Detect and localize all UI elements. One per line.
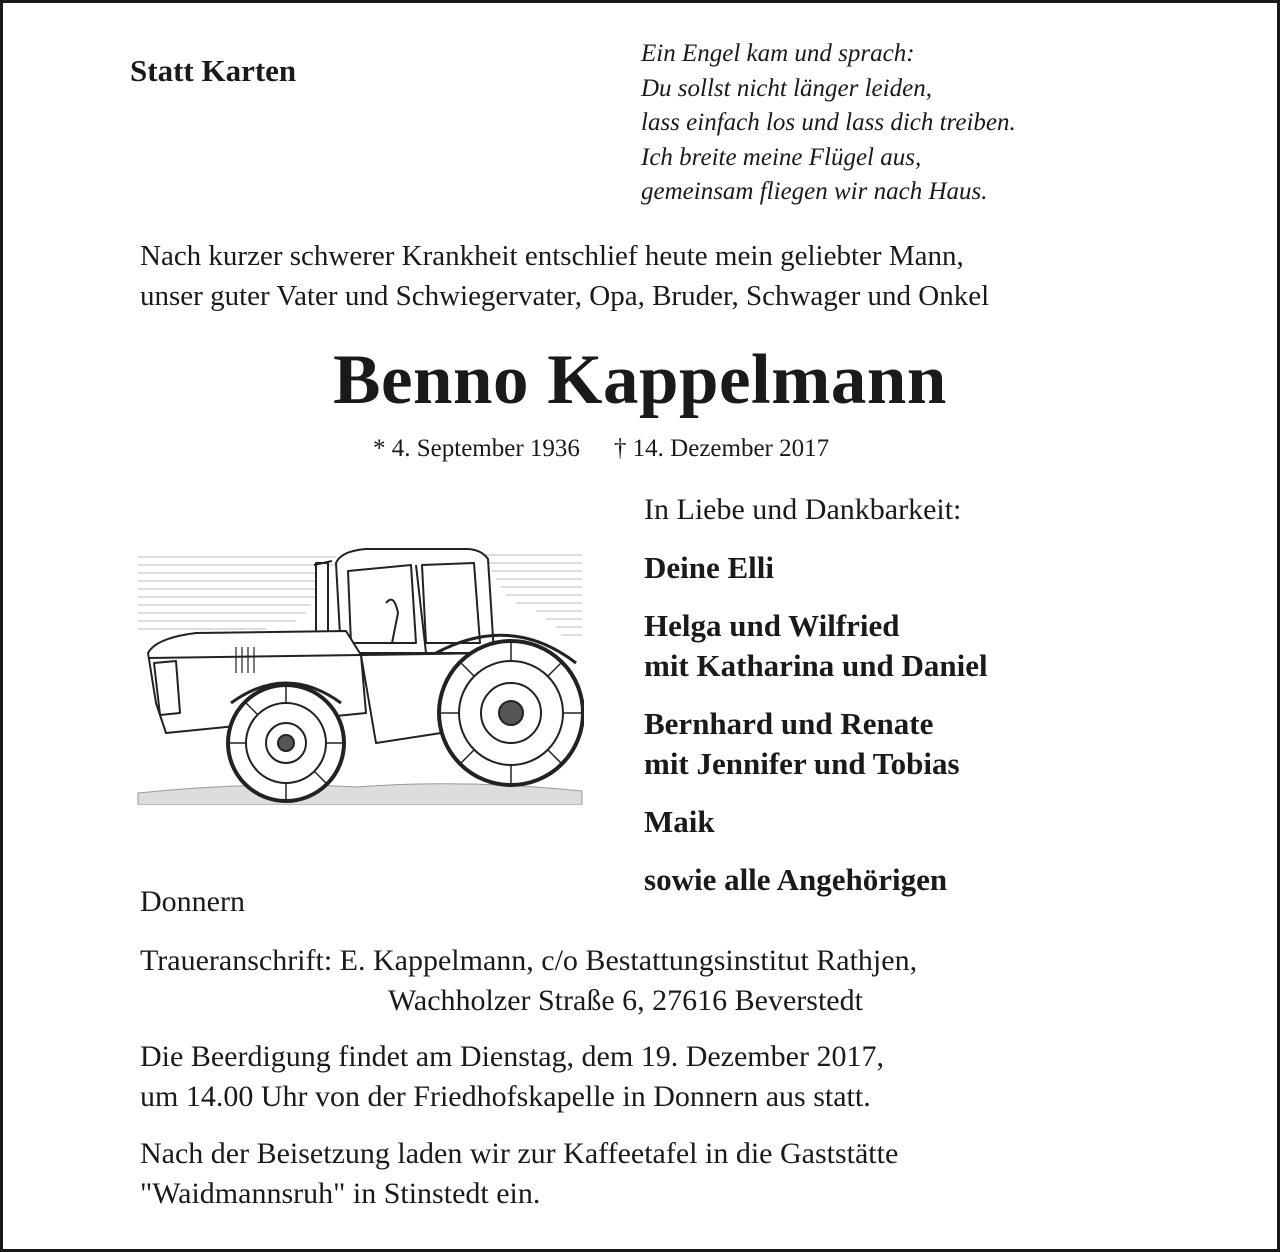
life-dates <box>373 435 829 463</box>
intro-text <box>140 236 989 316</box>
list-item <box>644 860 988 900</box>
address-line: Wachholzer Straße 6, 27616 Beverstedt <box>388 984 863 1017</box>
deceased-name: Benno Kappelmann <box>333 341 947 419</box>
intro-line: Nach kurzer schwerer Krankheit entschlief heute mein geliebter Mann, <box>140 240 964 272</box>
intro-line: unser guter Vater und Schwiegervater, Opa, Bruder, Schwager und Onkel <box>140 280 990 312</box>
address-line: Traueranschrift: E. Kappelmann, c/o Bestattungsinstitut Rathjen, <box>140 944 918 977</box>
mourner-line: mit Katharina und Daniel <box>644 648 988 683</box>
poem-line: Ich breite meine Flügel aus, <box>641 143 922 171</box>
funeral-line: Die Beerdigung findet am Dienstag, dem 19. Dezember 2017, <box>140 1040 884 1073</box>
funeral-line: um 14.00 Uhr von der Friedhofskapelle in Donnern aus statt. <box>140 1080 871 1113</box>
mourner-line: mit Jennifer und Tobias <box>644 746 960 781</box>
coffee-invitation <box>140 1134 898 1214</box>
coffee-line: "Waidmannsruh" in Stinstedt ein. <box>140 1177 541 1210</box>
poem <box>641 37 1016 210</box>
mourners-intro: In Liebe und Dankbarkeit: <box>644 493 962 526</box>
list-item <box>644 548 988 588</box>
list-item <box>644 606 988 686</box>
list-item <box>644 802 988 842</box>
birth-date: * 4. September 1936 <box>373 435 580 462</box>
mourner-line: Maik <box>644 804 715 839</box>
mourner-line: Deine Elli <box>644 550 775 585</box>
statt-karten-heading: Statt Karten <box>130 53 297 88</box>
mourner-line: sowie alle Angehörigen <box>644 862 948 897</box>
coffee-line: Nach der Beisetzung laden wir zur Kaffeetafel in die Gaststätte <box>140 1137 899 1170</box>
mourners-list <box>644 548 988 918</box>
mourning-address <box>140 941 917 1021</box>
poem-line: lass einfach los und lass dich treiben. <box>641 109 1016 136</box>
funeral-info <box>140 1037 884 1117</box>
poem-line: Ein Engel kam und sprach: <box>641 40 915 67</box>
mourner-line: Helga und Wilfried <box>644 608 900 643</box>
place-name: Donnern <box>140 885 245 918</box>
mourner-line: Bernhard und Renate <box>644 706 934 741</box>
tractor-icon <box>136 543 584 805</box>
death-date: † 14. Dezember 2017 <box>613 435 830 462</box>
poem-line: gemeinsam fliegen wir nach Haus. <box>641 178 988 205</box>
list-item <box>644 704 988 784</box>
poem-line: Du sollst nicht länger leiden, <box>641 74 932 102</box>
